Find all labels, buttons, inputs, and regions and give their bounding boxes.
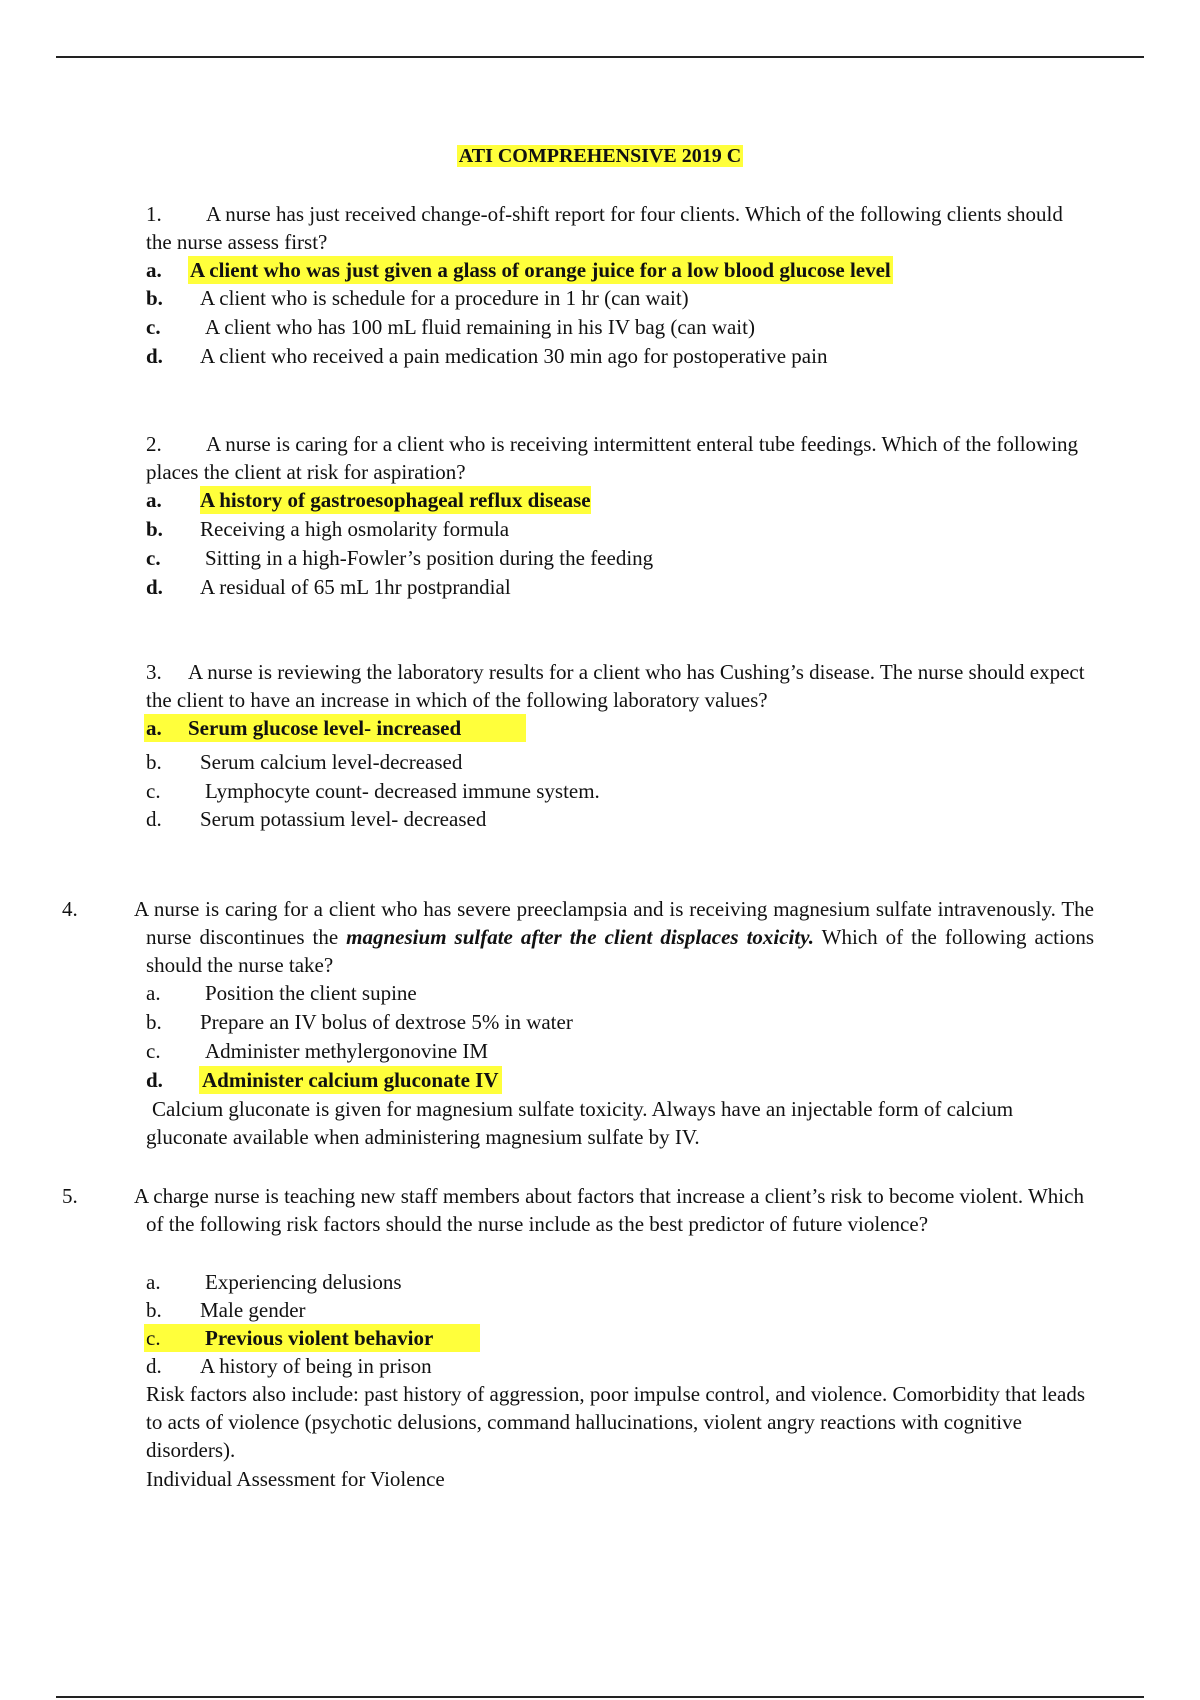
option-letter: d. xyxy=(146,575,163,599)
option-c xyxy=(0,777,1200,805)
option-text: A client who is schedule for a procedure in 1 hr (can wait) xyxy=(200,286,689,310)
correct-answer-text: A history of gastroesophageal reflux disease xyxy=(200,488,591,512)
option-text: Lymphocyte count- decreased immune system. xyxy=(205,779,600,803)
option-letter: d. xyxy=(146,807,162,831)
question-text: A nurse is reviewing the laboratory results for a client who has Cushing’s disease. The nurse should expect the client to have an increase in which of the following laboratory values? xyxy=(146,660,1085,712)
question-number: 4. xyxy=(62,897,78,921)
option-b xyxy=(0,1296,1200,1324)
option-letter: d. xyxy=(146,1068,163,1092)
question-text-cont: Which of the following actions should the nurse take? xyxy=(146,925,1094,977)
correct-answer-text: Administer calcium gluconate IV xyxy=(199,1066,502,1094)
question-text: A nurse is caring for a client who is receiving intermittent enteral tube feedings. Which of the following places the client at risk for aspiration? xyxy=(146,432,1079,484)
question-text: A nurse has just received change-of-shift report for four clients. Which of the following clients should the nurse assess first? xyxy=(146,202,1063,254)
question-number: 1. xyxy=(146,202,162,226)
option-letter: b. xyxy=(146,750,162,774)
option-c xyxy=(0,544,1200,572)
question-3-stem xyxy=(146,658,1086,714)
correct-answer-text: Previous violent behavior xyxy=(205,1326,434,1350)
option-text: A client who has 100 mL fluid remaining in his IV bag (can wait) xyxy=(205,315,755,339)
option-text: Serum potassium level- decreased xyxy=(200,807,487,831)
top-rule xyxy=(56,56,1144,58)
option-c xyxy=(0,1324,1200,1352)
option-text: Sitting in a high-Fowler’s position during the feeding xyxy=(205,546,654,570)
correct-answer-text: A client who was just given a glass of orange juice for a low blood glucose level xyxy=(190,258,891,282)
question-2-stem xyxy=(146,430,1086,486)
option-c xyxy=(0,1037,1200,1065)
question-4-stem xyxy=(62,895,1094,979)
option-a xyxy=(0,979,1200,1007)
option-letter: a. xyxy=(146,1270,161,1294)
question-emphasis: magnesium sulfate after the client displaces toxicity. xyxy=(346,925,815,949)
question-number: 3. xyxy=(146,660,162,684)
question-4-rationale: Calcium gluconate is given for magnesium sulfate toxicity. Always have an injectable form of calcium gluconate available when administering magnesium sulfate by IV. xyxy=(146,1097,1014,1149)
option-text: A client who received a pain medication 30 min ago for postoperative pain xyxy=(200,344,828,368)
option-a xyxy=(0,714,1200,742)
option-letter: a. xyxy=(146,981,161,1005)
option-a xyxy=(0,486,1200,514)
option-b xyxy=(0,748,1200,776)
option-b xyxy=(0,515,1200,543)
option-letter: a. xyxy=(146,258,162,282)
option-d xyxy=(0,1352,1200,1380)
option-letter: c. xyxy=(146,779,161,803)
option-letter: b. xyxy=(146,1010,162,1034)
option-text: Experiencing delusions xyxy=(205,1270,402,1294)
option-letter: b. xyxy=(146,1298,162,1322)
option-letter: a. xyxy=(146,488,162,512)
option-text: Serum calcium level-decreased xyxy=(200,750,463,774)
question-1-stem xyxy=(146,200,1086,256)
option-b xyxy=(0,1008,1200,1036)
option-letter: a. xyxy=(146,716,162,740)
option-d xyxy=(0,1066,1200,1094)
option-letter: c. xyxy=(146,315,161,339)
question-5-rationale: Risk factors also include: past history of aggression, poor impulse control, and violence. Comorbidity that leads to acts of violence (psychotic delusions, command hallucinations, violent angry reactions with cognitive disorders). xyxy=(146,1382,1085,1462)
option-b xyxy=(0,284,1200,312)
option-letter: c. xyxy=(146,1039,161,1063)
option-letter: b. xyxy=(146,517,163,541)
option-text: A history of being in prison xyxy=(200,1354,432,1378)
option-text: A residual of 65 mL 1hr postprandial xyxy=(200,575,511,599)
question-text: A nurse is caring for a client who has severe preeclampsia and is receiving magnesium sulfate intravenously. The nurse discontinues the xyxy=(134,897,1094,949)
title-text: ATI COMPREHENSIVE 2019 C xyxy=(458,145,742,167)
question-5-stem xyxy=(62,1182,1094,1238)
option-text: Administer methylergonovine IM xyxy=(205,1039,489,1063)
question-number: 2. xyxy=(146,432,162,456)
option-text: Male gender xyxy=(200,1298,306,1322)
option-a xyxy=(0,256,1200,284)
option-text: Receiving a high osmolarity formula xyxy=(200,517,510,541)
question-number: 5. xyxy=(62,1184,78,1208)
option-d xyxy=(0,573,1200,601)
option-text: Prepare an IV bolus of dextrose 5% in water xyxy=(200,1010,573,1034)
option-letter: b. xyxy=(146,286,163,310)
option-letter: c. xyxy=(146,1326,161,1350)
option-d xyxy=(0,342,1200,370)
option-text: Position the client supine xyxy=(205,981,417,1005)
question-5-footer-note: Individual Assessment for Violence xyxy=(146,1467,445,1491)
question-text: A charge nurse is teaching new staff members about factors that increase a client’s risk to become violent. Which of the following risk factors should the nurse include as the best predictor of future violence? xyxy=(134,1184,1084,1236)
option-letter: d. xyxy=(146,344,163,368)
option-letter: d. xyxy=(146,1354,162,1378)
correct-answer-text: Serum glucose level- increased xyxy=(188,716,462,740)
option-letter: c. xyxy=(146,546,161,570)
option-a xyxy=(0,1268,1200,1296)
bottom-rule xyxy=(56,1696,1144,1698)
document-title xyxy=(0,144,1200,168)
option-c xyxy=(0,313,1200,341)
option-d xyxy=(0,805,1200,833)
